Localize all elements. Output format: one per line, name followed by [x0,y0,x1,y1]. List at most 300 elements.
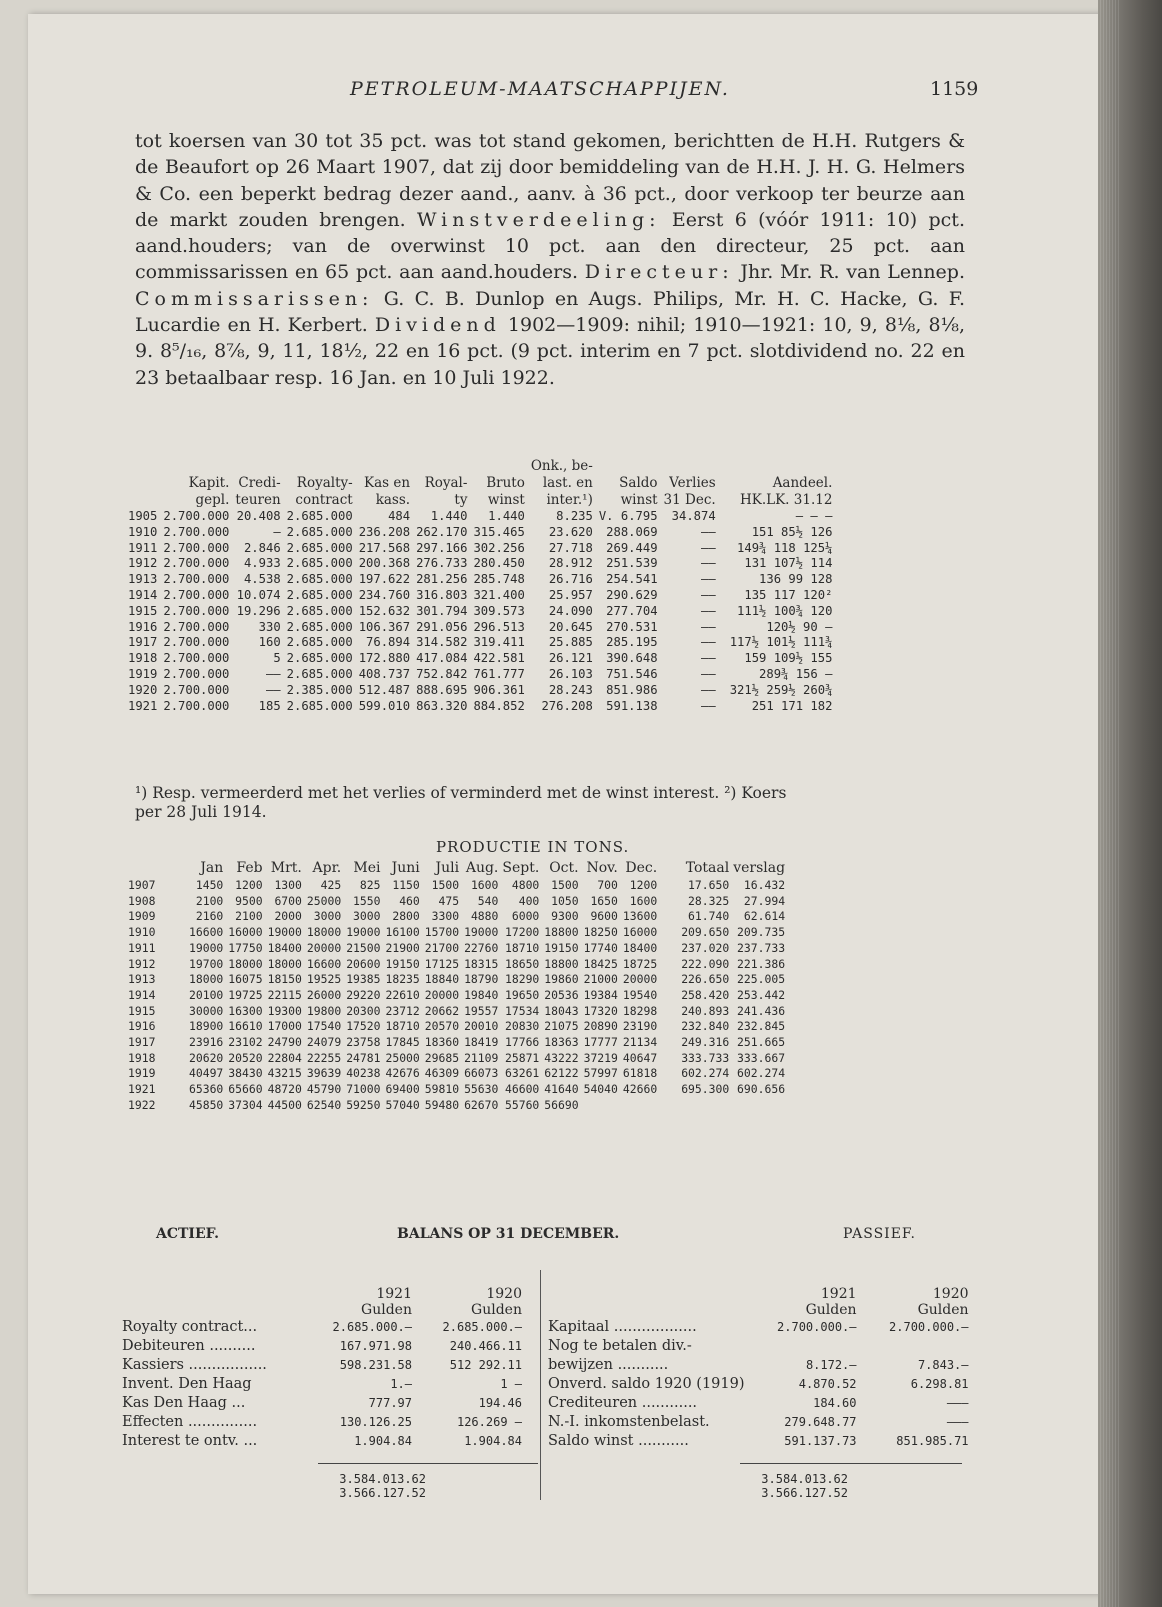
production-cell: 9500 [235,893,263,908]
passief-cell: 2.700.000.— [777,1320,857,1334]
intro-text-1: tot koersen van 30 tot 35 pct. was tot stand gekomen, berichtten de H.H. Rutgers & de Beaufort op 26 Maart 1907, dat zij door bemiddeling van de H.H. J. H. G. Helmers & Co. een beperkt bedrag dezer aand., aanv. à 36 pct., door verkoop ter beurze aan de markt zouden brengen. [135,130,965,231]
financial-cell: 321½ 259½ 260¾ [729,682,833,697]
actief-cell: 1 — [500,1377,522,1391]
production-cell: 18710 [505,940,540,955]
financial-cell: 26.121 [548,651,593,666]
financial-row [128,509,832,525]
financial-cell: 10.074 [236,587,281,602]
production-header-cell: Oct. [549,860,579,876]
financial-cell: 111½ 100¾ 120 [737,603,833,618]
production-cell: 40497 [189,1066,224,1081]
financial-row [128,588,832,604]
production-cell: 23712 [385,1003,420,1018]
production-cell: 20100 [189,987,224,1002]
financial-cell: 1918 [128,651,158,666]
actief-cell: 512 292.11 [449,1358,522,1372]
financial-row [128,541,832,557]
header-title: PETROLEUM-MAATSCHAPPIJEN. [350,78,730,100]
passief-cell: Kapitaal .................. [548,1319,697,1335]
financial-cell: 296.513 [473,619,525,634]
financial-cell: 863.320 [416,698,468,713]
production-cell: 21109 [464,1050,499,1065]
passief-header [548,1286,969,1318]
production-cell: 19840 [464,987,499,1002]
actief-row [122,1432,522,1451]
financial-cell: 131 107½ 114 [744,556,833,571]
passief-cell: N.-I. inkomstenbelast. [548,1414,710,1430]
production-cell: 20830 [505,1019,540,1034]
production-cell: 221.386 [737,956,786,971]
financial-cell: 251 171 182 [751,698,833,713]
financial-cell: —— [701,698,716,713]
production-table-body [128,878,785,1114]
financial-cell: 281.256 [416,572,468,587]
actief-row [122,1375,522,1394]
production-cell: 22804 [267,1050,302,1065]
production-cell: 40238 [346,1066,381,1081]
financial-cell: 2.700.000 [163,524,230,539]
production-cell: 66073 [464,1066,499,1081]
financial-cell: 25.885 [548,635,593,650]
production-cell: 1919 [128,1066,156,1081]
fin-header-verlies: Verlies 31 Dec. [663,475,716,508]
financial-cell: 25.957 [548,587,593,602]
production-cell [729,1098,785,1114]
actief-cell: 126.269 — [456,1415,522,1429]
financial-cell: 5 [273,651,281,666]
production-cell: 333.733 [681,1050,730,1065]
production-cell: 3000 [313,909,342,924]
production-cell: 19000 [189,940,224,955]
financial-row [128,604,832,620]
financial-cell: 422.581 [473,651,525,666]
financial-cell: 2.685.000 [286,619,353,634]
production-cell: 17.650 [688,878,730,892]
production-cell: 253.442 [737,987,786,1002]
production-cell: 18425 [583,956,618,971]
passief-cell: 2.700.000.— [889,1320,969,1334]
financial-cell: 152.632 [358,603,411,618]
production-cell: 62670 [464,1097,499,1112]
financial-cell: 2.700.000 [163,635,230,650]
production-cell: 19700 [189,956,224,971]
production-row [128,894,785,910]
production-cell: 17125 [424,956,460,971]
production-cell: 1500 [431,878,460,892]
production-cell: 25000 [385,1050,420,1065]
financial-cell: —— [265,682,281,697]
financial-cell: — — — [795,509,833,523]
production-cell: 18400 [622,940,658,955]
financial-cell: 136 99 128 [759,572,833,587]
financial-cell: 200.368 [358,556,411,571]
balance-passief-table [548,1286,969,1451]
production-header-cell: Jan [200,860,224,876]
actief-total-1921: 3.584.013.62 [339,1472,426,1486]
production-cell: 23190 [622,1019,658,1034]
financial-cell: 512.487 [358,682,411,697]
production-cell: 22760 [464,940,499,955]
financial-cell: 1919 [128,666,158,681]
intro-text-2: Eerst 6 (vóór 1911: 10) pct. aand.houders; van de overwinst 10 pct. aan den directeur, 25 pct. aan commissarissen en 65 pct. aan aand.houders. [135,208,965,284]
production-cell: 55630 [464,1082,499,1097]
production-cell: 20600 [346,956,381,971]
production-cell: 28.325 [688,893,730,908]
production-header-cell: Totaal [685,860,730,876]
passief-row [548,1375,969,1394]
production-cell: 9600 [590,909,618,924]
production-cell: 249.316 [681,1035,730,1050]
financial-cell: —— [701,635,716,650]
actief-col-1921: 1921 Gulden [361,1286,412,1318]
production-cell: 61818 [622,1066,658,1081]
actief-cell: 1.904.84 [464,1434,522,1448]
production-cell: 1922 [128,1097,156,1112]
production-cell: 18000 [228,956,263,971]
financial-cell: 28.243 [548,682,593,697]
production-cell: 15700 [424,925,460,940]
production-cell: 20000 [622,972,658,987]
passief-cell: 184.60 [813,1396,857,1410]
production-cell: 21500 [346,940,381,955]
production-cell: 1200 [235,878,263,892]
production-cell: 25000 [306,893,342,908]
production-cell: 400 [518,893,540,908]
fin-header-aandeel: Aandeel. HK.LK. 31.12 [739,475,833,508]
financial-cell: 297.166 [416,540,468,555]
production-cell: 1200 [629,878,658,892]
production-cell: 209.735 [737,925,786,940]
financial-cell: —— [701,556,716,571]
financial-cell: 270.531 [606,619,658,634]
production-cell: 17540 [306,1019,342,1034]
actief-header [122,1286,522,1318]
production-cell: 55760 [505,1097,540,1112]
passief-cell: Onverd. saldo 1920 (1919) [548,1376,745,1392]
passief-row [548,1394,969,1413]
actief-total-1920: 3.566.127.52 [339,1486,426,1500]
production-cell: 22610 [385,987,420,1002]
financial-cell: 330 [258,619,281,634]
actief-cell: Royalty contract... [122,1319,258,1335]
financial-cell: —— [701,540,716,555]
financial-row [128,620,832,636]
production-cell: 18900 [189,1019,224,1034]
financial-cell: 160 [258,635,281,650]
financial-cell: —— [701,619,716,634]
financial-cell: 262.170 [416,524,468,539]
production-cell: 2100 [195,893,224,908]
actief-label: ACTIEF. [156,1226,220,1242]
production-cell: 18000 [189,972,224,987]
production-header-cell: Feb [236,860,263,876]
production-cell: 1916 [128,1019,156,1034]
production-cell: 18235 [385,972,420,987]
financial-row [128,525,832,541]
passief-cell: ——— [946,1415,969,1429]
financial-cell: 2.700.000 [163,556,230,571]
production-row [128,941,785,957]
financial-cell: 884.852 [473,698,525,713]
financial-cell: —— [701,682,716,697]
production-cell: 237.733 [737,940,786,955]
financial-cell: 591.138 [606,698,658,713]
production-cell: 23102 [228,1035,263,1050]
production-cell: 18298 [622,1003,658,1018]
production-cell: 24781 [346,1050,381,1065]
passief-row [548,1413,969,1432]
financial-cell: 20.645 [548,619,593,634]
production-cell: 17845 [385,1035,420,1050]
financial-cell: 2.685.000 [286,540,353,555]
production-cell: 16600 [306,956,342,971]
production-cell: 475 [438,893,460,908]
passief-row [548,1356,969,1375]
financial-cell: —— [701,651,716,666]
label-directeur: Directeur: [584,261,734,284]
production-cell: 1912 [128,956,156,971]
production-row [128,1019,785,1035]
financial-cell: 2.700.000 [163,603,230,618]
production-row [128,878,785,894]
production-cell: 18000 [306,925,342,940]
financial-cell: 751.546 [606,666,658,681]
financial-cell: —— [701,572,716,587]
actief-body [122,1318,522,1451]
production-header-cell: Juli [435,860,460,876]
passief-col-1921: 1921 Gulden [805,1286,857,1318]
financial-cell: 120½ 90 — [766,619,833,634]
production-row [128,1051,785,1067]
passief-label: PASSIEF. [843,1226,916,1242]
production-cell: 1921 [128,1082,156,1097]
passief-cell: Crediteuren ............ [548,1395,698,1411]
intro-text-5: 1902—1909: nihil; 1910—1921: 10, 9, 8⅛, 8⅛, 9. 8⁵/₁₆, 8⅞, 9, 11, 18½, 22 en 16 pct. (9 pct. interim en 7 pct. slotdividend no. 22 en 23 betaalbaar resp. 16 Jan. en 10 Juli 1922. [135,314,965,389]
financial-cell: 1913 [128,572,158,587]
production-cell: 20300 [346,1003,381,1018]
financial-cell: 2.385.000 [286,682,353,697]
financial-cell: 23.620 [548,524,593,539]
financial-cell: 599.010 [358,698,411,713]
actief-cell: 1.904.84 [354,1434,412,1448]
production-cell: 23916 [189,1035,224,1050]
financial-cell: 390.648 [606,651,658,666]
financial-row [128,572,832,588]
financial-cell: 4.538 [243,572,281,587]
production-cell: 232.845 [737,1019,786,1034]
financial-cell: 888.695 [416,682,468,697]
production-cell: 22255 [306,1050,342,1065]
production-cell: 20010 [464,1019,499,1034]
intro-text-3: Jhr. Mr. R. van Lennep. [740,261,966,284]
balance-actief-table [122,1286,522,1451]
financial-cell: 1912 [128,556,158,571]
passief-cell [857,1337,969,1356]
actief-cell: 1.— [390,1377,412,1391]
financial-cell: 234.760 [358,587,411,602]
production-cell: 19384 [583,987,618,1002]
production-cell: 26000 [306,987,342,1002]
production-cell: 29685 [424,1050,460,1065]
financial-cell: 277.704 [606,603,658,618]
passief-total-1920: 3.566.127.52 [761,1486,848,1500]
production-cell: 37304 [228,1097,263,1112]
financial-cell: 291.056 [416,619,468,634]
production-cell: 18800 [544,956,579,971]
financial-cell: 851.986 [606,682,658,697]
passief-cell: bewijzen ........... [548,1357,669,1373]
running-header [0,78,1162,108]
production-cell: 209.650 [681,925,730,940]
financial-row [128,635,832,651]
label-commissarissen: Commissarissen: [135,287,374,310]
production-cell: 18419 [464,1035,499,1050]
production-cell: 18150 [267,972,302,987]
financial-cell: 27.718 [548,540,593,555]
intro-text-4: G. C. B. Dunlop en Augs. Philips, Mr. H. C. Hacke, G. F. Lucardie en H. Kerbert. [135,287,965,337]
production-cell: 38430 [228,1066,263,1081]
actief-cell: Effecten ............... [122,1414,258,1430]
financial-cell: 2.846 [243,540,281,555]
production-cell: 65360 [189,1082,224,1097]
production-cell: 1600 [470,878,499,892]
production-cell: 18840 [424,972,460,987]
production-cell: 240.893 [681,1003,730,1018]
balance-title: BALANS OP 31 DECEMBER. [397,1226,620,1242]
production-cell: 17320 [583,1003,618,1018]
financial-cell: 76.894 [366,635,411,650]
passief-row [548,1432,969,1451]
production-cell: 59810 [424,1082,460,1097]
actief-cell: 777.97 [368,1396,412,1410]
financial-cell: 285.195 [606,635,658,650]
production-cell: 251.665 [737,1035,786,1050]
financial-cell: 2.700.000 [163,540,230,555]
production-row [128,925,785,941]
production-row [128,1098,785,1114]
financial-cell: 1920 [128,682,158,697]
production-cell: 602.274 [681,1066,730,1081]
production-cell: 18315 [464,956,499,971]
production-cell: 19150 [385,956,420,971]
production-cell: 18800 [544,925,579,940]
production-cell: 18650 [505,956,540,971]
passief-cell: 591.137.73 [784,1434,857,1448]
production-title: PRODUCTIE IN TONS. [436,838,630,856]
financial-cell: 1905 [128,509,158,523]
production-cell: 9300 [551,909,579,924]
production-cell: 20890 [583,1019,618,1034]
production-cell: 20520 [228,1050,263,1065]
financial-cell: 302.256 [473,540,525,555]
financial-cell: 289¾ 156 — [759,666,833,681]
financial-cell: —— [701,524,716,539]
passief-cell: 851.985.71 [896,1434,969,1448]
passief-cell: Saldo winst ........... [548,1433,689,1449]
production-cell: 16610 [228,1019,263,1034]
financial-cell: 236.208 [358,524,411,539]
financial-cell: 321.400 [473,587,525,602]
production-cell: 17750 [228,940,263,955]
financial-cell: 2.700.000 [163,698,230,713]
financial-cell: 315.465 [473,524,525,539]
production-cell: 21075 [544,1019,579,1034]
financial-cell: 135 117 120² [744,587,833,602]
production-cell: 27.994 [743,893,786,908]
fin-header-year [128,458,157,509]
production-cell: 1915 [128,1003,156,1018]
passief-body [548,1318,969,1451]
financial-row [128,651,832,667]
financial-row [128,556,832,572]
financial-cell: 2.685.000 [286,635,353,650]
production-cell: 25871 [505,1050,540,1065]
financial-cell: 1916 [128,619,158,634]
production-cell: 16600 [189,925,224,940]
production-cell: 2000 [274,909,302,924]
production-cell: 1500 [551,878,579,892]
actief-row [122,1318,522,1337]
production-cell: 65660 [228,1082,263,1097]
production-cell: 232.840 [681,1019,730,1034]
financial-row [128,683,832,699]
production-cell: 21134 [622,1035,658,1050]
label-dividend: Dividend [374,314,501,337]
production-cell: 540 [477,893,499,908]
production-cell: 425 [320,878,342,892]
passief-cell: 7.843.— [917,1358,969,1372]
production-cell: 20000 [424,987,460,1002]
fin-header-onk: Onk., be- last. en inter.¹) [530,458,593,508]
financial-cell: 408.737 [358,666,411,681]
financial-cell: 1910 [128,524,158,539]
actief-cell: 598.231.58 [339,1358,412,1372]
passief-row [548,1318,969,1337]
production-cell: 3000 [353,909,381,924]
production-cell: 1913 [128,972,156,987]
financial-cell: 301.794 [416,603,468,618]
passief-cell: Nog te betalen div.- [548,1338,692,1354]
production-row [128,1004,785,1020]
book-page-edges [1100,0,1120,1607]
financial-cell: 280.450 [473,556,525,571]
financial-cell: 1914 [128,587,158,602]
production-cell: 1908 [128,893,156,908]
production-cell: 21900 [385,940,420,955]
financial-cell: 276.733 [416,556,468,571]
production-row [128,1066,785,1082]
production-cell: 1907 [128,878,156,892]
production-header-cell: Juni [391,860,420,876]
financial-cell: 24.090 [548,603,593,618]
balance-heading [0,1226,1162,1248]
production-cell: 63261 [505,1066,540,1081]
production-cell: 13600 [622,909,658,924]
production-cell: 19725 [228,987,263,1002]
production-cell: 17766 [505,1035,540,1050]
production-cell: 1050 [551,893,579,908]
financial-cell: 906.361 [473,682,525,697]
financial-table-body [128,509,832,714]
production-cell: 43222 [544,1050,579,1065]
production-cell: 42676 [385,1066,420,1081]
actief-cell: 130.126.25 [339,1415,412,1429]
financial-cell: 172.880 [358,651,411,666]
financial-cell: 2.685.000 [286,509,353,523]
financial-cell: 2.685.000 [286,603,353,618]
production-cell [657,1098,729,1114]
production-cell: 1650 [590,893,618,908]
